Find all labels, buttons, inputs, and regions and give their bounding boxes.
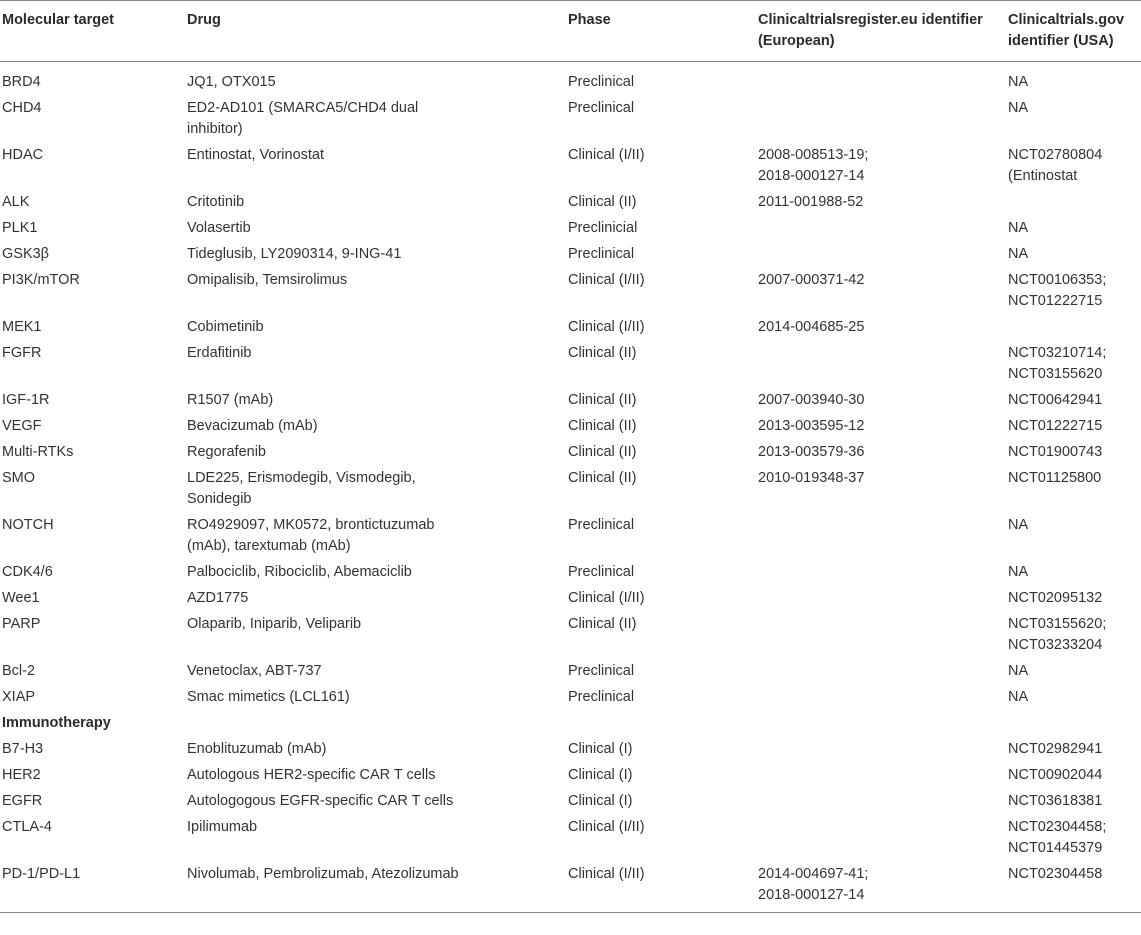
cell-drug-text: Ipilimumab xyxy=(187,819,258,835)
cell-drug xyxy=(185,586,566,612)
cell-drug-text: Critotinib xyxy=(187,194,245,210)
cell-molecular-target-text: EGFR xyxy=(2,793,43,809)
table-row xyxy=(0,216,1141,242)
cell-us-identifier xyxy=(1006,789,1141,815)
cell-drug xyxy=(185,612,566,659)
cell-molecular-target xyxy=(0,685,185,711)
cell-drug xyxy=(185,242,566,268)
cell-us-identifier xyxy=(1006,466,1141,513)
table-row xyxy=(0,341,1141,388)
cell-drug-text: RO4929097, MK0572, brontictuzumab (mAb), tarextumab (mAb) xyxy=(187,517,435,554)
cell-eu-identifier xyxy=(756,440,1006,466)
cell-us-identifier xyxy=(1006,242,1141,268)
cell-drug xyxy=(185,560,566,586)
cell-us-identifier xyxy=(1006,685,1141,711)
cell-molecular-target xyxy=(0,96,185,143)
cell-us-identifier xyxy=(1006,96,1141,143)
cell-us-identifier xyxy=(1006,268,1141,315)
cell-molecular-target xyxy=(0,659,185,685)
cell-phase-text: Clinical (II) xyxy=(568,444,637,460)
cell-phase xyxy=(566,315,756,341)
table-row xyxy=(0,560,1141,586)
cell-drug xyxy=(185,341,566,388)
cell-drug-text: Venetoclax, ABT-737 xyxy=(187,663,322,679)
cell-phase-text: Preclinical xyxy=(568,100,635,116)
cell-phase-text: Preclinical xyxy=(568,564,635,580)
cell-drug-text: Autologous HER2-specific CAR T cells xyxy=(187,767,436,783)
cell-eu-identifier xyxy=(756,341,1006,388)
cell-drug-text: Olaparib, Iniparib, Veliparib xyxy=(187,616,362,632)
cell-phase-text: Clinical (I/II) xyxy=(568,866,645,882)
table-row xyxy=(0,513,1141,560)
cell-drug-text: Enoblituzumab (mAb) xyxy=(187,741,327,757)
cell-phase-text: Clinical (I) xyxy=(568,793,633,809)
cell-us-identifier xyxy=(1006,388,1141,414)
table-row xyxy=(0,466,1141,513)
table-row xyxy=(0,685,1141,711)
cell-molecular-target xyxy=(0,388,185,414)
cell-eu-identifier xyxy=(756,62,1006,97)
cell-us-identifier xyxy=(1006,560,1141,586)
cell-eu-identifier-text: 2013-003579-36 xyxy=(758,444,865,460)
cell-molecular-target-text: VEGF xyxy=(2,418,42,434)
cell-molecular-target-text: Bcl-2 xyxy=(2,663,36,679)
cell-eu-identifier xyxy=(756,96,1006,143)
cell-molecular-target xyxy=(0,789,185,815)
cell-drug-text: Omipalisib, Temsirolimus xyxy=(187,272,348,288)
cell-drug-text: LDE225, Erismodegib, Vismodegib, Sonidegib xyxy=(187,470,416,507)
cell-phase-text: Preclinical xyxy=(568,517,635,533)
cell-us-identifier-text: NCT00642941 xyxy=(1008,392,1103,408)
cell-us-identifier xyxy=(1006,62,1141,97)
cell-phase-text: Clinical (I/II) xyxy=(568,272,645,288)
cell-phase xyxy=(566,659,756,685)
cell-molecular-target-text: GSK3β xyxy=(2,246,50,262)
cell-phase-text: Clinical (I/II) xyxy=(568,590,645,606)
cell-molecular-target xyxy=(0,466,185,513)
cell-phase xyxy=(566,586,756,612)
header-molecular-target: Molecular target xyxy=(2,12,114,28)
cell-eu-identifier xyxy=(756,466,1006,513)
cell-us-identifier xyxy=(1006,612,1141,659)
cell-phase xyxy=(566,242,756,268)
cell-molecular-target xyxy=(0,862,185,913)
header-eu-identifier: Clinicaltrialsregister.eu identifier (European) xyxy=(758,12,983,49)
cell-eu-identifier-text: 2008-008513-19; 2018-000127-14 xyxy=(758,147,869,184)
cell-molecular-target xyxy=(0,268,185,315)
cell-molecular-target xyxy=(0,763,185,789)
cell-drug-text: AZD1775 xyxy=(187,590,249,606)
cell-drug-text: Palbociclib, Ribociclib, Abemaciclib xyxy=(187,564,412,580)
cell-molecular-target xyxy=(0,62,185,97)
section-row xyxy=(0,711,1141,737)
cell-eu-identifier-text: 2011-001988-52 xyxy=(758,194,864,210)
cell-drug xyxy=(185,466,566,513)
cell-molecular-target xyxy=(0,315,185,341)
cell-phase-text: Preclinical xyxy=(568,689,635,705)
table-body xyxy=(0,62,1141,913)
cell-eu-identifier xyxy=(756,763,1006,789)
cell-phase xyxy=(566,513,756,560)
cell-phase-text: Clinical (II) xyxy=(568,392,637,408)
cell-drug-text: Smac mimetics (LCL161) xyxy=(187,689,350,705)
cell-phase-text: Clinical (II) xyxy=(568,194,637,210)
cell-drug-text: Entinostat, Vorinostat xyxy=(187,147,325,163)
cell-eu-identifier xyxy=(756,586,1006,612)
cell-us-identifier-text: NA xyxy=(1008,517,1029,533)
cell-phase-text: Clinical (I/II) xyxy=(568,147,645,163)
table-row xyxy=(0,96,1141,143)
cell-molecular-target xyxy=(0,341,185,388)
cell-phase-text: Clinical (II) xyxy=(568,418,637,434)
cell-phase-text: Clinical (I/II) xyxy=(568,819,645,835)
cell-drug-text: Erdafitinib xyxy=(187,345,252,361)
cell-molecular-target-text: CTLA-4 xyxy=(2,819,52,835)
cell-molecular-target xyxy=(0,143,185,190)
table-row xyxy=(0,190,1141,216)
cell-molecular-target-text: NOTCH xyxy=(2,517,54,533)
cell-us-identifier-text: NCT02780804 (Entinostat xyxy=(1008,147,1103,184)
cell-phase xyxy=(566,341,756,388)
cell-drug xyxy=(185,414,566,440)
cell-us-identifier-text: NA xyxy=(1008,564,1029,580)
cell-us-identifier-text: NA xyxy=(1008,689,1029,705)
cell-us-identifier-text: NCT02982941 xyxy=(1008,741,1103,757)
cell-molecular-target-text: Wee1 xyxy=(2,590,40,606)
cell-drug-text: Cobimetinib xyxy=(187,319,264,335)
cell-molecular-target xyxy=(0,242,185,268)
cell-eu-identifier xyxy=(756,862,1006,913)
cell-eu-identifier xyxy=(756,414,1006,440)
cell-drug xyxy=(185,96,566,143)
cell-us-identifier-text: NA xyxy=(1008,100,1029,116)
cell-molecular-target-text: SMO xyxy=(2,470,36,486)
table-row xyxy=(0,737,1141,763)
cell-eu-identifier xyxy=(756,190,1006,216)
table-row xyxy=(0,659,1141,685)
cell-drug xyxy=(185,440,566,466)
cell-molecular-target-text: MEK1 xyxy=(2,319,42,335)
cell-molecular-target xyxy=(0,190,185,216)
cell-eu-identifier xyxy=(756,815,1006,862)
cell-phase-text: Clinical (II) xyxy=(568,616,637,632)
cell-eu-identifier-text: 2010-019348-37 xyxy=(758,470,865,486)
cell-phase xyxy=(566,612,756,659)
cell-us-identifier-text: NCT03155620; NCT03233204 xyxy=(1008,616,1107,653)
header-us-identifier: Clinicaltrials.gov identifier (USA) xyxy=(1008,12,1125,49)
cell-molecular-target xyxy=(0,216,185,242)
cell-us-identifier xyxy=(1006,586,1141,612)
cell-us-identifier-text: NA xyxy=(1008,74,1029,90)
cell-eu-identifier xyxy=(756,659,1006,685)
cell-molecular-target-text: FGFR xyxy=(2,345,42,361)
cell-phase xyxy=(566,466,756,513)
cell-phase-text: Preclinical xyxy=(568,74,635,90)
cell-molecular-target-text: Multi-RTKs xyxy=(2,444,74,460)
cell-phase-text: Clinical (I) xyxy=(568,741,633,757)
cell-phase xyxy=(566,685,756,711)
table-row xyxy=(0,612,1141,659)
cell-phase-text: Clinical (I) xyxy=(568,767,633,783)
table-row xyxy=(0,414,1141,440)
table-row xyxy=(0,242,1141,268)
cell-molecular-target xyxy=(0,815,185,862)
cell-us-identifier-text: NCT01125800 xyxy=(1008,470,1102,486)
cell-drug-text: Regorafenib xyxy=(187,444,266,460)
cell-eu-identifier xyxy=(756,242,1006,268)
cell-eu-identifier-text: 2007-003940-30 xyxy=(758,392,865,408)
cell-drug xyxy=(185,659,566,685)
cell-eu-identifier xyxy=(756,268,1006,315)
cell-drug-text: Tideglusib, LY2090314, 9-ING-41 xyxy=(187,246,402,262)
cell-molecular-target xyxy=(0,560,185,586)
cell-molecular-target-text: HDAC xyxy=(2,147,44,163)
cell-molecular-target-text: CDK4/6 xyxy=(2,564,53,580)
cell-phase xyxy=(566,96,756,143)
cell-molecular-target-text: PLK1 xyxy=(2,220,38,236)
cell-phase xyxy=(566,268,756,315)
cell-phase-text: Clinical (I/II) xyxy=(568,319,645,335)
cell-us-identifier xyxy=(1006,143,1141,190)
cell-us-identifier-text: NCT00106353; NCT01222715 xyxy=(1008,272,1107,309)
cell-eu-identifier xyxy=(756,388,1006,414)
cell-us-identifier xyxy=(1006,190,1141,216)
cell-eu-identifier-text: 2014-004697-41; 2018-000127-14 xyxy=(758,866,869,903)
cell-us-identifier xyxy=(1006,216,1141,242)
cell-molecular-target-text: PI3K/mTOR xyxy=(2,272,80,288)
cell-drug xyxy=(185,513,566,560)
cell-phase xyxy=(566,216,756,242)
cell-eu-identifier xyxy=(756,737,1006,763)
cell-molecular-target xyxy=(0,612,185,659)
header-drug: Drug xyxy=(187,12,221,28)
cell-drug xyxy=(185,315,566,341)
cell-eu-identifier xyxy=(756,216,1006,242)
cell-us-identifier-text: NCT02095132 xyxy=(1008,590,1103,606)
cell-eu-identifier xyxy=(756,513,1006,560)
cell-phase-text: Preclinicial xyxy=(568,220,638,236)
cell-eu-identifier xyxy=(756,315,1006,341)
cell-phase xyxy=(566,737,756,763)
table-row xyxy=(0,586,1141,612)
cell-phase xyxy=(566,440,756,466)
cell-drug-text: ED2-AD101 (SMARCA5/CHD4 dual inhibitor) xyxy=(187,100,419,137)
cell-eu-identifier xyxy=(756,560,1006,586)
cell-molecular-target-text: BRD4 xyxy=(2,74,41,90)
cell-molecular-target-text: XIAP xyxy=(2,689,36,705)
cell-us-identifier-text: NA xyxy=(1008,663,1029,679)
cell-phase-text: Clinical (II) xyxy=(568,345,637,361)
cell-molecular-target-text: B7-H3 xyxy=(2,741,44,757)
table-row xyxy=(0,62,1141,97)
cell-us-identifier-text: NCT03618381 xyxy=(1008,793,1103,809)
cell-molecular-target xyxy=(0,586,185,612)
cell-eu-identifier-text: 2014-004685-25 xyxy=(758,319,865,335)
cell-drug xyxy=(185,268,566,315)
table-row xyxy=(0,763,1141,789)
cell-us-identifier-text: NCT01222715 xyxy=(1008,418,1103,434)
cell-phase xyxy=(566,62,756,97)
cell-us-identifier-text: NCT03210714; NCT03155620 xyxy=(1008,345,1107,382)
cell-molecular-target xyxy=(0,414,185,440)
table-row xyxy=(0,268,1141,315)
cell-us-identifier xyxy=(1006,315,1141,341)
table-header xyxy=(0,1,1141,62)
cell-us-identifier xyxy=(1006,815,1141,862)
cell-phase xyxy=(566,862,756,913)
cell-phase xyxy=(566,560,756,586)
cell-drug xyxy=(185,388,566,414)
table-row xyxy=(0,789,1141,815)
cell-us-identifier xyxy=(1006,513,1141,560)
cell-eu-identifier xyxy=(756,789,1006,815)
cell-phase xyxy=(566,789,756,815)
cell-drug xyxy=(185,143,566,190)
cell-phase xyxy=(566,190,756,216)
table-row xyxy=(0,862,1141,913)
cell-us-identifier xyxy=(1006,737,1141,763)
cell-drug-text: JQ1, OTX015 xyxy=(187,74,276,90)
cell-drug xyxy=(185,216,566,242)
cell-phase-text: Preclinical xyxy=(568,246,635,262)
cell-drug xyxy=(185,62,566,97)
cell-drug-text: Autologogous EGFR-specific CAR T cells xyxy=(187,793,454,809)
cell-molecular-target-text: PARP xyxy=(2,616,41,632)
cell-us-identifier xyxy=(1006,341,1141,388)
cell-drug xyxy=(185,685,566,711)
cell-drug-text: Bevacizumab (mAb) xyxy=(187,418,318,434)
cell-eu-identifier xyxy=(756,685,1006,711)
cell-us-identifier-text: NCT02304458 xyxy=(1008,866,1103,882)
cell-drug-text: Nivolumab, Pembrolizumab, Atezolizumab xyxy=(187,866,459,882)
cell-us-identifier-text: NCT00902044 xyxy=(1008,767,1103,783)
cell-molecular-target-text: CHD4 xyxy=(2,100,42,116)
cell-molecular-target-text: PD-1/PD-L1 xyxy=(2,866,81,882)
cell-eu-identifier xyxy=(756,143,1006,190)
cell-us-identifier-text: NCT01900743 xyxy=(1008,444,1103,460)
cell-drug xyxy=(185,190,566,216)
header-row xyxy=(0,1,1141,62)
cell-us-identifier-text: NA xyxy=(1008,246,1029,262)
cell-eu-identifier xyxy=(756,612,1006,659)
table-row xyxy=(0,143,1141,190)
cell-drug xyxy=(185,862,566,913)
cell-us-identifier xyxy=(1006,659,1141,685)
cell-us-identifier-text: NCT02304458; NCT01445379 xyxy=(1008,819,1107,856)
cell-phase xyxy=(566,763,756,789)
cell-us-identifier xyxy=(1006,763,1141,789)
cell-drug xyxy=(185,763,566,789)
cell-us-identifier xyxy=(1006,862,1141,913)
cell-molecular-target-text: ALK xyxy=(2,194,30,210)
cell-drug xyxy=(185,815,566,862)
cell-molecular-target xyxy=(0,440,185,466)
cell-phase xyxy=(566,815,756,862)
cell-us-identifier xyxy=(1006,414,1141,440)
section-heading xyxy=(0,711,1141,737)
cell-drug-text: R1507 (mAb) xyxy=(187,392,274,408)
cell-eu-identifier-text: 2013-003595-12 xyxy=(758,418,865,434)
cell-drug-text: Volasertib xyxy=(187,220,251,236)
cell-us-identifier-text: NA xyxy=(1008,220,1029,236)
cell-phase xyxy=(566,143,756,190)
cell-us-identifier xyxy=(1006,440,1141,466)
cell-phase-text: Preclinical xyxy=(568,663,635,679)
table-row xyxy=(0,388,1141,414)
table-row xyxy=(0,440,1141,466)
cell-molecular-target xyxy=(0,513,185,560)
cell-phase xyxy=(566,414,756,440)
cell-eu-identifier-text: 2007-000371-42 xyxy=(758,272,865,288)
cell-drug xyxy=(185,737,566,763)
cell-molecular-target-text: IGF-1R xyxy=(2,392,50,408)
header-phase: Phase xyxy=(568,12,611,28)
cell-phase-text: Clinical (II) xyxy=(568,470,637,486)
table-row xyxy=(0,315,1141,341)
section-heading-label: Immunotherapy xyxy=(2,715,111,731)
cell-molecular-target xyxy=(0,737,185,763)
table-row xyxy=(0,815,1141,862)
cell-molecular-target-text: HER2 xyxy=(2,767,41,783)
cell-drug xyxy=(185,789,566,815)
cell-phase xyxy=(566,388,756,414)
